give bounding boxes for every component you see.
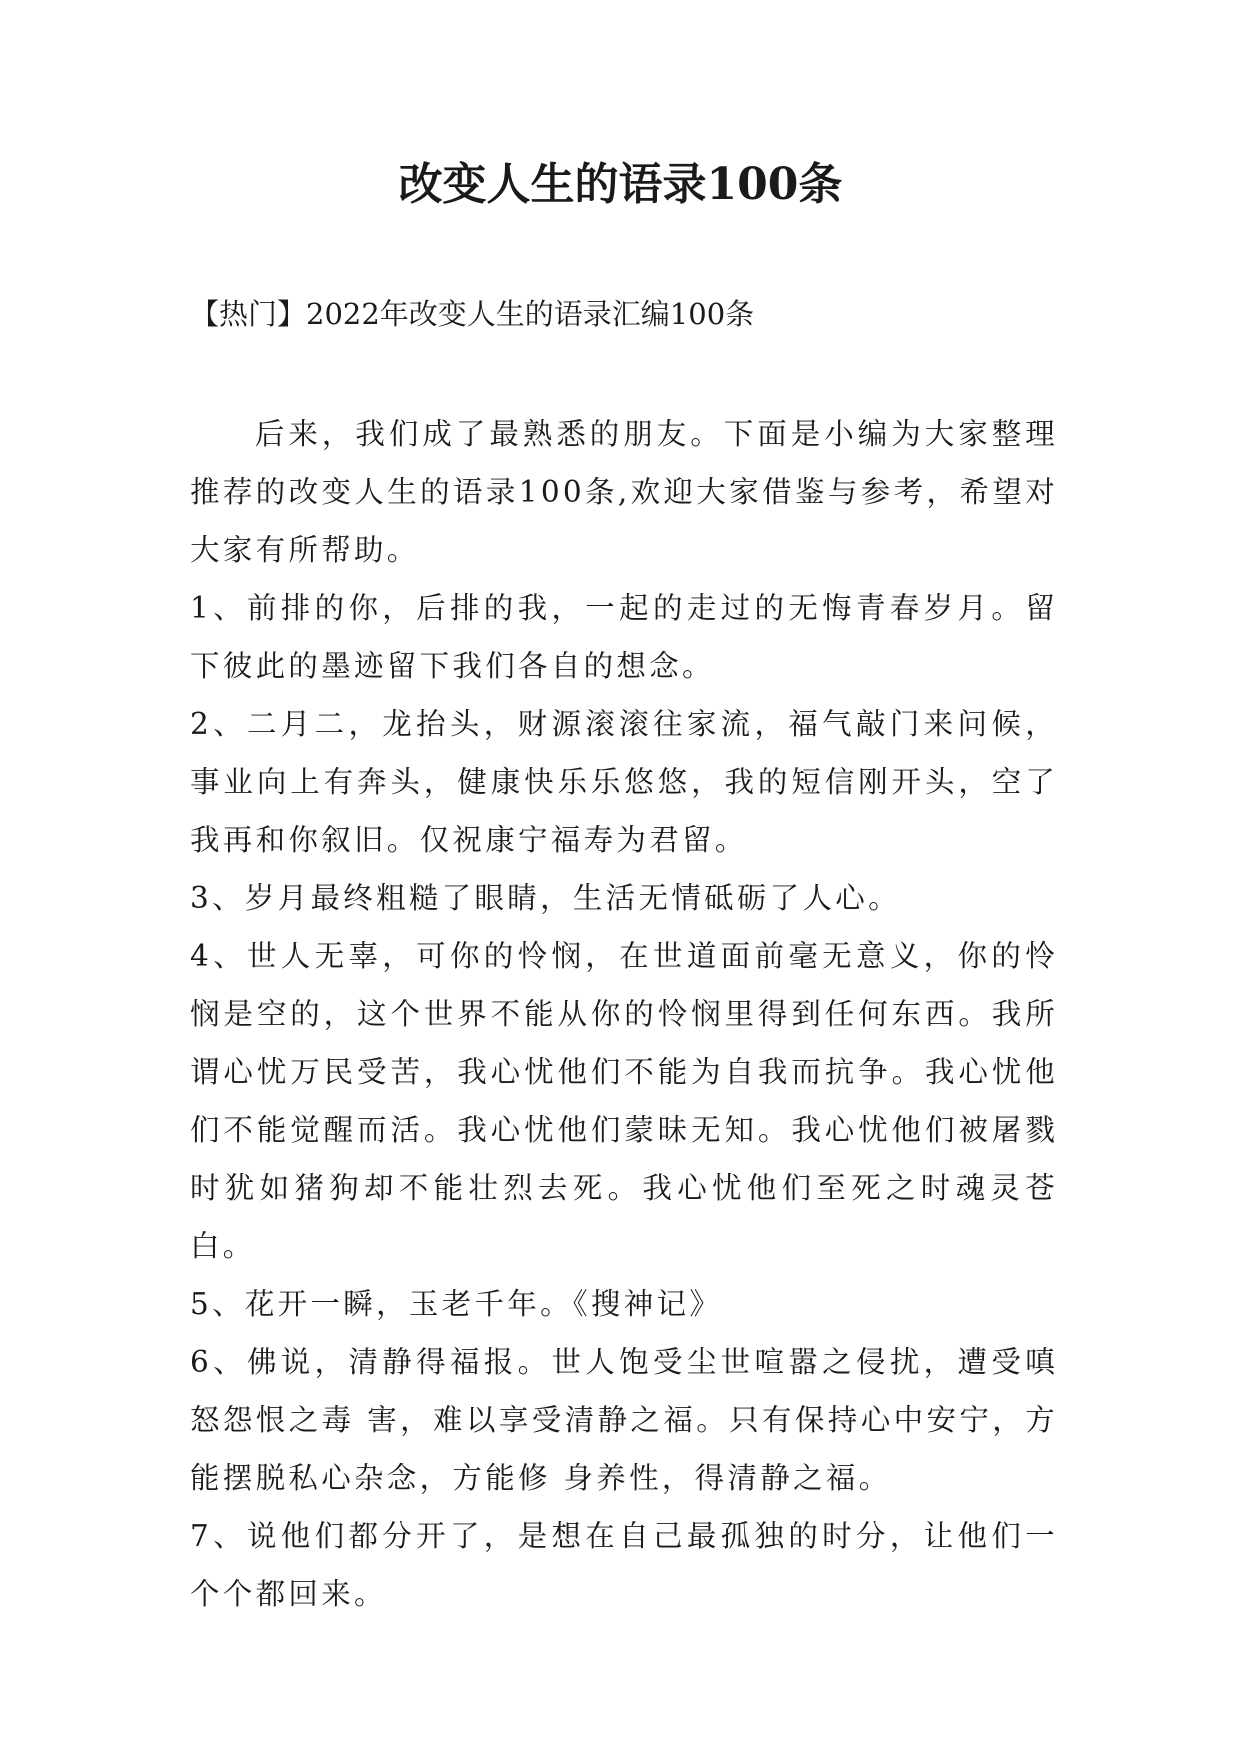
document-title: 改变人生的语录100条 — [398, 159, 843, 210]
quote-item: 6、佛说，清静得福报。世人饱受尘世喧嚣之侵扰，遭受嗔怒怨恨之毒 害，难以享受清静之福。只有保持心中安宁，方能摆脱私心杂念，方能修 身养性，得清静之福。 — [190, 1345, 1058, 1495]
quote-item: 3、岁月最终粗糙了眼睛，生活无情砥砺了人心。 — [190, 881, 901, 915]
quote-item: 2、二月二，龙抬头，财源滚滚往家流，福气敲门来问候，事业向上有奔头，健康快乐乐悠悠，我的短信刚开头，空了我再和你叙旧。仅祝康宁福寿为君留。 — [190, 707, 1058, 857]
quote-item: 5、花开一瞬，玉老千年。《搜神记》 — [190, 1287, 723, 1321]
quote-item: 1、前排的你，后排的我，一起的走过的无悔青春岁月。留下彼此的墨迹留下我们各自的想念。 — [190, 591, 1058, 683]
document-body — [190, 405, 1058, 1623]
document-subtitle: 【热门】2022年改变人生的语录汇编100条 — [190, 297, 755, 331]
quote-item: 4、世人无辜，可你的怜悯，在世道面前毫无意义，你的怜悯是空的，这个世界不能从你的怜悯里得到任何东西。我所谓心忧万民受苦，我心忧他们不能为自我而抗争。我心忧他们不能觉醒而活。我心忧他们蒙昧无知。我心忧他们被屠戮时犹如猪狗却不能壮烈去死。我心忧他们至死之时魂灵苍白。 — [190, 939, 1058, 1263]
intro-paragraph: 后来，我们成了最熟悉的朋友。下面是小编为大家整理推荐的改变人生的语录100条,欢迎大家借鉴与参考，希望对大家有所帮助。 — [190, 417, 1058, 567]
quote-item: 7、说他们都分开了，是想在自己最孤独的时分，让他们一个个都回来。 — [190, 1519, 1058, 1611]
